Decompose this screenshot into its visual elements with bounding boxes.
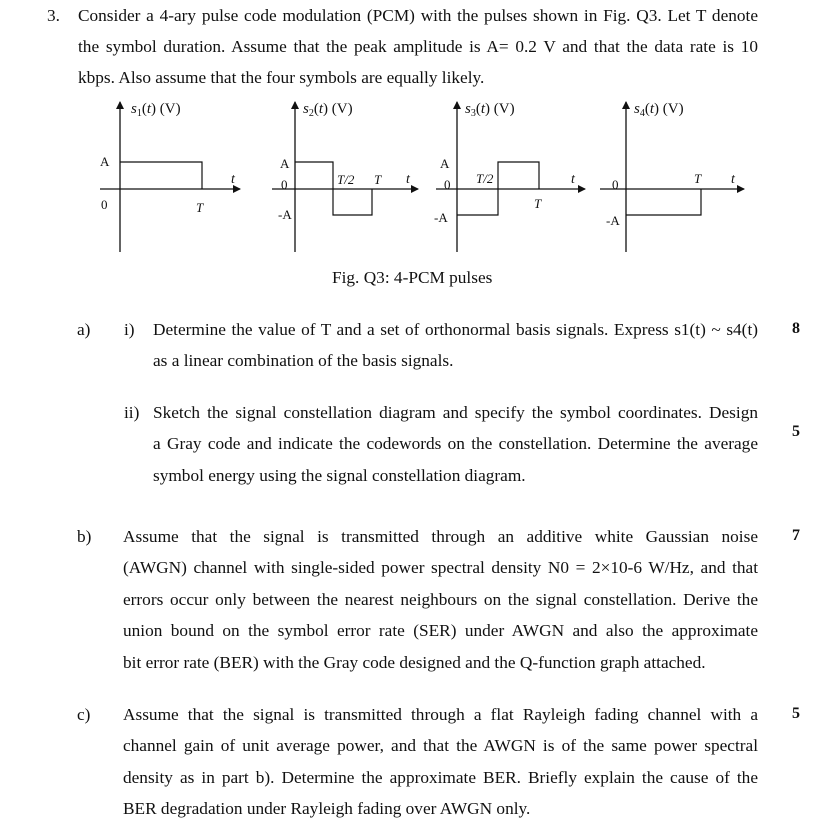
plot-s4-pulse	[626, 189, 701, 215]
part-c-line-1: Assume that the signal is transmitted through a flat Rayleigh fading channel with a	[123, 705, 758, 724]
plot-s2-half-label: T/2	[337, 172, 355, 187]
part-a-i-marks: 8	[792, 320, 800, 337]
part-a-i-label: i)	[124, 320, 135, 339]
plot-s3-half-label: T/2	[476, 171, 494, 186]
plot-s4-T-label: T	[694, 171, 702, 186]
plot-s4-zero-label: 0	[612, 177, 619, 192]
intro-line-2: the symbol duration. Assume that the peak amplitude is A= 0.2 V and that the data rate is 10	[78, 37, 758, 56]
part-b-line-1: Assume that the signal is transmitted through an additive white Gaussian noise	[123, 527, 758, 546]
intro-line-1: Consider a 4-ary pulse code modulation (PCM) with the pulses shown in Fig. Q3. Let T denote	[78, 6, 758, 25]
plot-s3	[434, 101, 585, 252]
plot-s2	[272, 101, 418, 252]
plot-s3-ylabel: $s_3(t)$ (V)	[465, 101, 515, 119]
plot-s3-t-label: t	[571, 172, 575, 187]
plot-s4-neg-label: -A	[606, 213, 620, 228]
plot-s2-zero-label: 0	[281, 177, 288, 192]
part-a-i-line-1: Determine the value of T and a set of orthonormal basis signals. Express s1(t) ~ s4(t)	[153, 320, 758, 339]
plot-s1-pulse	[120, 162, 202, 189]
part-a-ii-line-2: a Gray code and indicate the codewords on the constellation. Determine the average	[153, 434, 758, 453]
plot-s1-ylabel: $s_1(t)$ (V)	[131, 101, 181, 119]
part-c-label: c)	[77, 705, 91, 724]
plot-s1-T-label: T	[196, 200, 204, 215]
part-c-line-4: BER degradation under Rayleigh fading over AWGN only.	[123, 799, 531, 818]
part-b-marks: 7	[792, 527, 800, 544]
part-a-ii-label: ii)	[124, 403, 140, 422]
part-c-marks: 5	[792, 705, 800, 722]
plot-s4-ylabel: $s_4(t)$ (V)	[634, 101, 684, 119]
plot-s2-T-label: T	[374, 172, 382, 187]
part-b-label: b)	[77, 527, 92, 546]
plot-s3-neg-label: -A	[434, 210, 448, 225]
plot-s3-T-label: T	[534, 196, 542, 211]
part-c-line-3: density as in part b). Determine the approximate BER. Briefly explain the cause of the	[123, 768, 758, 787]
plot-s1-zero-label: 0	[101, 197, 108, 212]
part-c-line-2: channel gain of unit average power, and that the AWGN is of the same power spectral	[123, 736, 758, 755]
question-number: 3.	[47, 6, 60, 25]
plot-s1	[100, 101, 240, 252]
part-b-line-5: bit error rate (BER) with the Gray code designed and the Q-function graph attached.	[123, 653, 706, 672]
part-a-ii-line-3: symbol energy using the signal constellation diagram.	[153, 466, 526, 485]
plot-s2-amp-label: A	[280, 156, 290, 171]
plot-s1-t-label: t	[231, 172, 235, 187]
part-b-line-2: (AWGN) channel with single-sided power spectral density N0 = 2×10-6 W/Hz, and that	[123, 558, 758, 577]
part-b-line-4: union bound on the symbol error rate (SER) under AWGN and also the approximate	[123, 621, 758, 640]
plot-s2-t-label: t	[406, 172, 410, 187]
plot-s3-amp-label: A	[440, 156, 450, 171]
plot-s4	[600, 101, 744, 252]
part-a-i-line-2: as a linear combination of the basis signals.	[153, 351, 454, 370]
plot-s2-neg-label: -A	[278, 207, 292, 222]
part-a-label: a)	[77, 320, 91, 339]
part-a-ii-marks: 5	[792, 423, 800, 440]
part-a-ii-line-1: Sketch the signal constellation diagram and specify the symbol coordinates. Design	[153, 403, 758, 422]
figure-caption: Fig. Q3: 4-PCM pulses	[332, 268, 493, 287]
pcm-pulses-figure	[0, 96, 823, 266]
plot-s3-zero-label: 0	[444, 177, 451, 192]
plot-s1-amp-label: A	[100, 154, 110, 169]
part-b-line-3: errors occur only between the nearest neighbours on the signal constellation. Derive the	[123, 590, 758, 609]
plot-s4-t-label: t	[731, 172, 735, 187]
plot-s2-ylabel: $s_2(t)$ (V)	[303, 101, 353, 119]
intro-line-3: kbps. Also assume that the four symbols are equally likely.	[78, 68, 485, 87]
